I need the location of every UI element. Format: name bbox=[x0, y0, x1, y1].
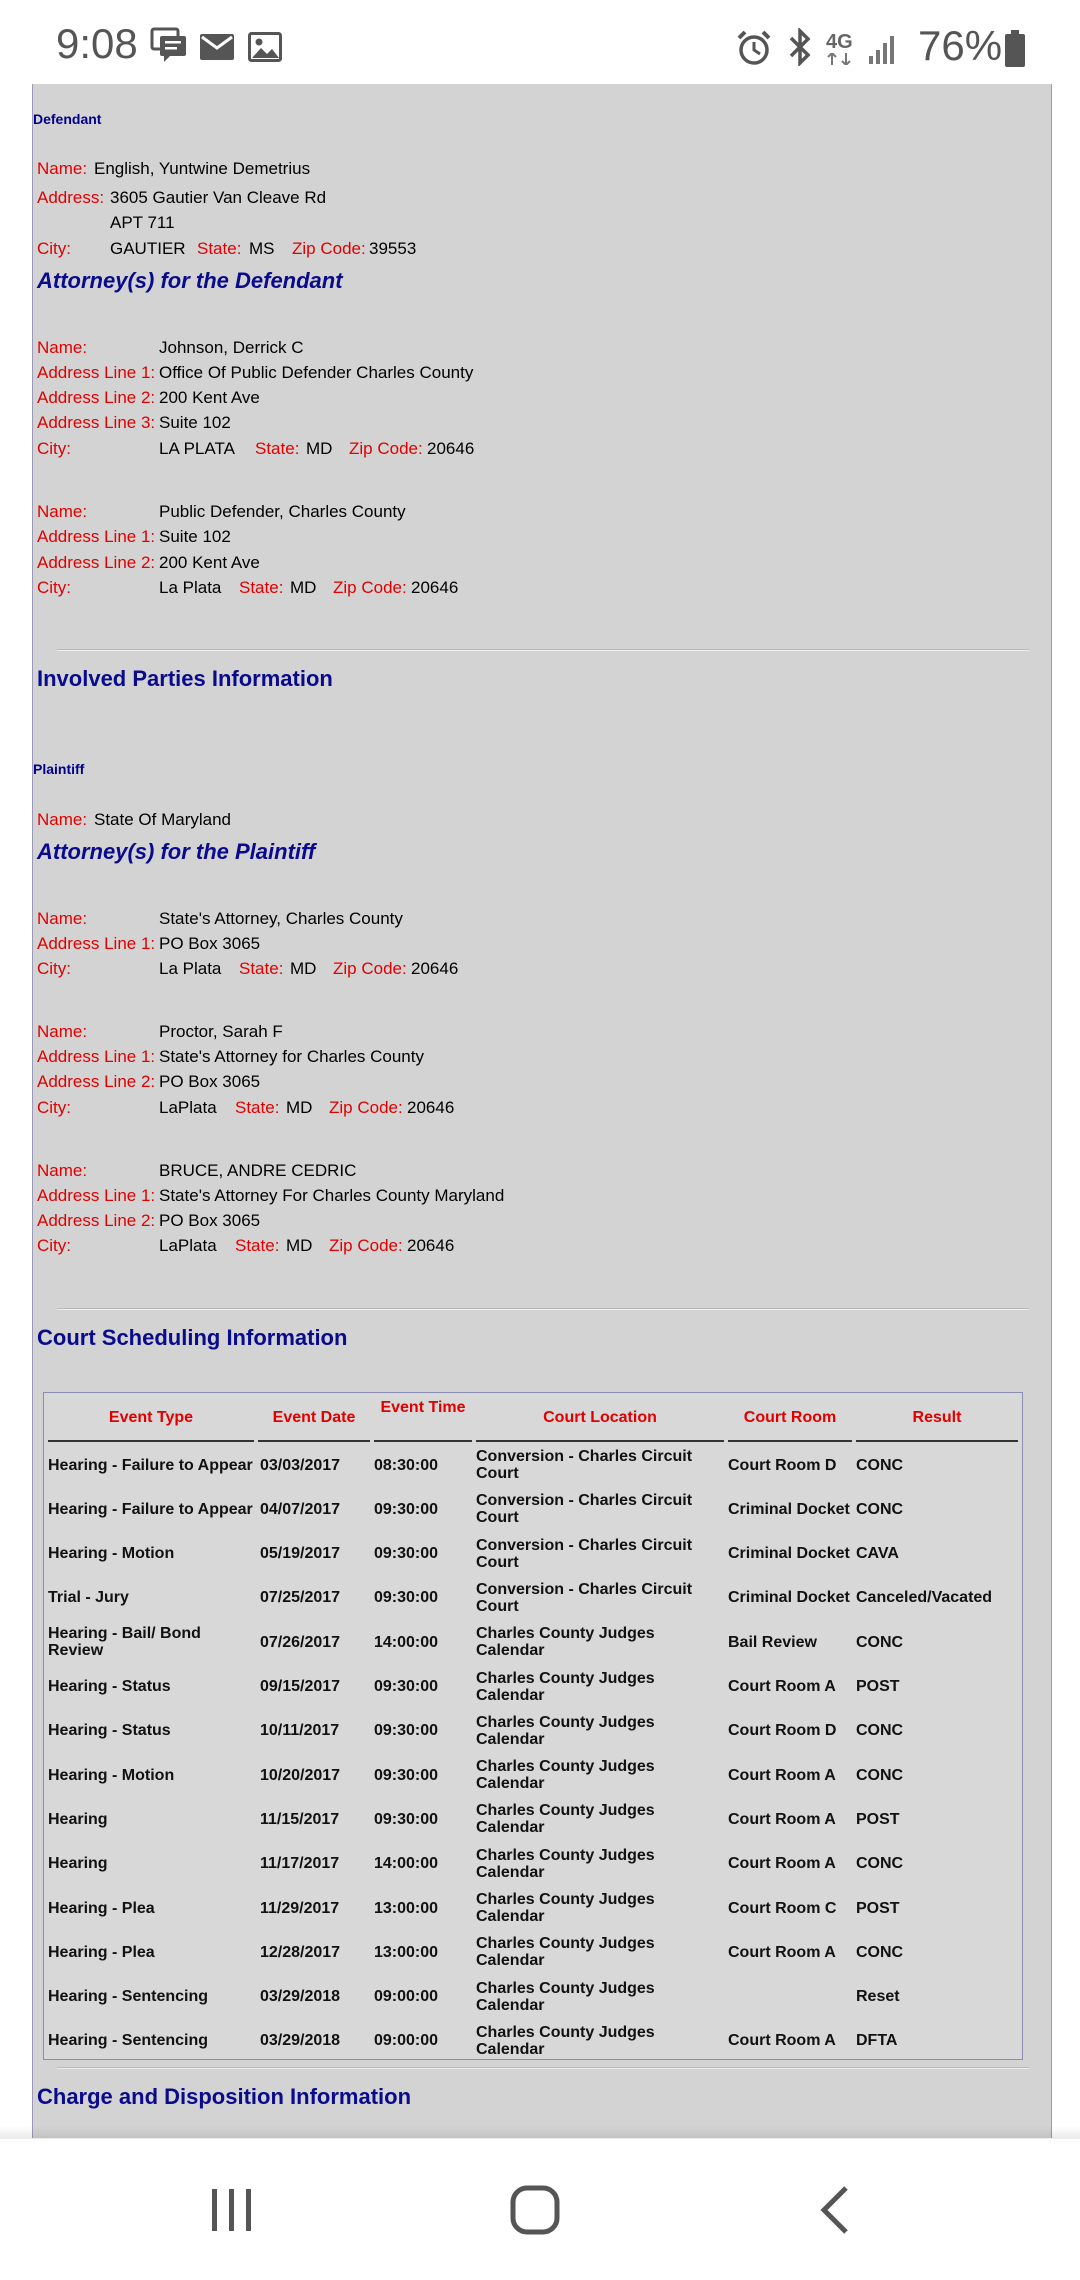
attorney-address-line1: Office Of Public Defender Charles County bbox=[159, 363, 474, 382]
zip-label: Zip Code: bbox=[349, 439, 423, 458]
attorney-address-line2: PO Box 3065 bbox=[159, 1211, 261, 1230]
cell-event-date: 09/15/2017 bbox=[260, 1678, 341, 1695]
table-row bbox=[44, 1709, 1022, 1753]
column-header-event-time: Event Time bbox=[380, 1399, 466, 1416]
address-line1-label: Address Line 1: bbox=[37, 1047, 156, 1066]
plaintiff-role-label: Plaintiff bbox=[33, 761, 85, 777]
table-row bbox=[44, 1487, 1022, 1531]
cell-court-location: Charles County Judges Calendar bbox=[476, 1802, 655, 1837]
alarm-icon bbox=[736, 30, 772, 66]
cell-court-location: Charles County Judges Calendar bbox=[476, 1669, 655, 1704]
cell-event-type: Hearing - Status bbox=[48, 1678, 171, 1695]
cell-event-date: 10/11/2017 bbox=[260, 1722, 340, 1740]
address-line1-label: Address Line 1: bbox=[37, 363, 156, 382]
cell-court-room: Criminal Docket bbox=[728, 1545, 850, 1563]
attorney-name: Public Defender, Charles County bbox=[159, 502, 406, 521]
cell-court-location: Charles County Judges Calendar bbox=[476, 1846, 655, 1881]
cell-result: CONC bbox=[856, 1722, 904, 1740]
cell-result: CONC bbox=[856, 1500, 904, 1518]
column-header-event-date: Event Date bbox=[272, 1409, 356, 1426]
cell-event-time: 09:30:00 bbox=[374, 1810, 439, 1828]
attorney-city: LaPlata bbox=[159, 1098, 217, 1117]
cell-court-room: Court Room D bbox=[728, 1456, 837, 1474]
cell-court-location: Charles County Judges Calendar bbox=[476, 1979, 655, 2014]
table-row bbox=[44, 1443, 1022, 1487]
cell-event-time: 09:00:00 bbox=[374, 1988, 439, 2006]
cell-event-type: Trial - Jury bbox=[48, 1589, 129, 1607]
cell-court-room: Criminal Docket bbox=[728, 1589, 850, 1607]
cell-event-date: 07/26/2017 bbox=[260, 1633, 341, 1651]
state-label: State: bbox=[239, 578, 284, 597]
attorney-address-line1: State's Attorney For Charles County Maryland bbox=[159, 1186, 505, 1205]
cell-court-room: Court Room A bbox=[728, 1810, 836, 1828]
involved-parties-heading: Involved Parties Information bbox=[37, 666, 333, 691]
cell-event-time: 09:30:00 bbox=[374, 1766, 439, 1784]
cell-court-room: Court Room A bbox=[728, 1766, 836, 1784]
cell-event-type: Hearing - Sentencing bbox=[48, 1988, 209, 2006]
cell-event-time: 14:00:00 bbox=[374, 1855, 439, 1873]
attorney-name-label: Name: bbox=[37, 502, 88, 521]
battery-percentage: 76% bbox=[918, 22, 1003, 69]
defendant-attorneys-heading: Attorney(s) for the Defendant bbox=[37, 268, 343, 293]
attorney-city: LaPlata bbox=[159, 1236, 217, 1255]
column-header-result: Result bbox=[912, 1409, 962, 1426]
attorney-name: Proctor, Sarah F bbox=[159, 1022, 283, 1041]
table-row bbox=[44, 2019, 1022, 2063]
cell-court-location: Conversion - Charles Circuit Court bbox=[476, 1536, 693, 1571]
table-row bbox=[44, 1620, 1022, 1664]
defendant-zip: 39553 bbox=[369, 239, 417, 258]
defendant-city: GAUTIER bbox=[110, 239, 186, 258]
cell-event-date: 03/29/2018 bbox=[260, 1988, 341, 2006]
defendant-zip-label: Zip Code: bbox=[292, 239, 366, 258]
column-header-court-location: Court Location bbox=[543, 1409, 657, 1426]
defendant-name: English, Yuntwine Demetrius bbox=[94, 159, 311, 178]
city-label: City: bbox=[37, 578, 71, 597]
messages-icon bbox=[150, 26, 188, 64]
attorney-zip: 20646 bbox=[407, 1236, 455, 1255]
cell-event-type: Hearing - Motion bbox=[48, 1545, 175, 1563]
attorney-state: MD bbox=[290, 959, 317, 978]
cell-court-location: Charles County Judges Calendar bbox=[476, 1758, 655, 1793]
attorney-zip: 20646 bbox=[427, 439, 475, 458]
address-line2-label: Address Line 2: bbox=[37, 1211, 156, 1230]
city-label: City: bbox=[37, 1236, 71, 1255]
defendant-role-label: Defendant bbox=[33, 111, 102, 127]
cell-event-date: 10/20/2017 bbox=[260, 1766, 341, 1784]
table-row bbox=[44, 1532, 1022, 1576]
attorney-address-line2: 200 Kent Ave bbox=[159, 388, 260, 407]
zip-label: Zip Code: bbox=[329, 1236, 403, 1255]
cell-event-date: 07/25/2017 bbox=[260, 1589, 341, 1607]
header-rule bbox=[476, 1440, 724, 1442]
cell-event-time: 14:00:00 bbox=[374, 1633, 439, 1651]
cell-result: POST bbox=[856, 1899, 900, 1917]
cell-result: CONC bbox=[856, 1855, 904, 1873]
cell-court-room: Court Room D bbox=[728, 1722, 837, 1740]
cell-result: CONC bbox=[856, 1633, 904, 1651]
defendant-state-label: State: bbox=[197, 239, 242, 258]
table-row bbox=[44, 1930, 1022, 1974]
cell-event-date: 05/19/2017 bbox=[260, 1545, 341, 1563]
cell-event-type: Hearing bbox=[48, 1855, 108, 1873]
cell-court-room: Court Room A bbox=[728, 1943, 836, 1961]
attorney-address-line1: PO Box 3065 bbox=[159, 934, 261, 953]
attorney-name: Johnson, Derrick C bbox=[159, 338, 304, 357]
table-row bbox=[44, 1842, 1022, 1886]
attorney-address-line3: Suite 102 bbox=[159, 413, 231, 432]
column-header-event-type: Event Type bbox=[108, 1409, 194, 1426]
defendant-state: MS bbox=[249, 239, 275, 258]
defendant-name-label: Name: bbox=[37, 159, 88, 178]
gallery-icon bbox=[248, 32, 282, 62]
table-row bbox=[44, 1797, 1022, 1841]
cell-court-room: Court Room A bbox=[728, 1678, 836, 1695]
attorney-address-line1: Suite 102 bbox=[159, 527, 231, 546]
navigation-bar bbox=[0, 2138, 1080, 2280]
cell-court-room: Court Room A bbox=[728, 1855, 836, 1873]
cell-event-type: Hearing - Sentencing bbox=[48, 2032, 209, 2050]
cell-event-time: 13:00:00 bbox=[374, 1899, 439, 1917]
header-rule bbox=[258, 1440, 370, 1442]
attorney-state: MD bbox=[306, 439, 333, 458]
cell-event-time: 09:30:00 bbox=[374, 1678, 439, 1695]
attorney-name: State's Attorney, Charles County bbox=[159, 909, 403, 928]
section-divider bbox=[57, 1308, 1029, 1310]
table-row bbox=[44, 1665, 1022, 1709]
cell-court-room: Court Room A bbox=[728, 2032, 836, 2050]
recent-apps-icon[interactable] bbox=[208, 2187, 256, 2233]
header-rule bbox=[374, 1440, 472, 1442]
cell-court-location: Charles County Judges Calendar bbox=[476, 1713, 655, 1748]
cell-court-location: Conversion - Charles Circuit Court bbox=[476, 1448, 693, 1482]
cell-result: DFTA bbox=[856, 2032, 898, 2050]
cell-event-date: 03/03/2017 bbox=[260, 1456, 341, 1474]
address-line2-label: Address Line 2: bbox=[37, 1072, 156, 1091]
bluetooth-icon bbox=[786, 28, 814, 66]
cell-court-location: Charles County Judges Calendar bbox=[476, 1625, 655, 1660]
cell-court-location: Charles County Judges Calendar bbox=[476, 1935, 655, 1970]
attorney-address-line1: State's Attorney for Charles County bbox=[159, 1047, 424, 1066]
cell-court-room: Bail Review bbox=[728, 1633, 817, 1651]
cell-court-room: Criminal Docket bbox=[728, 1500, 850, 1518]
table-row bbox=[44, 1753, 1022, 1797]
cell-event-date: 04/07/2017 bbox=[260, 1500, 341, 1518]
defendant-city-label: City: bbox=[37, 239, 71, 258]
attorney-address-line2: 200 Kent Ave bbox=[159, 553, 260, 572]
back-icon[interactable] bbox=[818, 2185, 852, 2235]
address-line1-label: Address Line 1: bbox=[37, 527, 156, 546]
cell-event-date: 03/29/2018 bbox=[260, 2032, 341, 2050]
network-4g-icon bbox=[826, 32, 864, 66]
cell-result: Canceled/Vacated bbox=[856, 1589, 993, 1607]
attorney-name: BRUCE, ANDRE CEDRIC bbox=[159, 1161, 357, 1180]
cell-court-location: Charles County Judges Calendar bbox=[476, 1891, 655, 1925]
city-label: City: bbox=[37, 439, 71, 458]
plaintiff-attorneys-heading: Attorney(s) for the Plaintiff bbox=[37, 839, 316, 864]
cell-court-room bbox=[728, 1975, 852, 2019]
cell-court-location: Conversion - Charles Circuit Court bbox=[476, 1580, 693, 1615]
cell-event-time: 09:30:00 bbox=[374, 1722, 439, 1740]
attorney-name-label: Name: bbox=[37, 338, 88, 357]
cell-result: CAVA bbox=[856, 1545, 899, 1563]
home-icon[interactable] bbox=[510, 2185, 560, 2235]
cell-court-location: Conversion - Charles Circuit Court bbox=[476, 1492, 693, 1527]
cell-event-type: Hearing - Bail/ Bond Review bbox=[48, 1625, 201, 1660]
clock: 9:08 bbox=[56, 20, 138, 67]
cell-event-date: 11/17/2017 bbox=[260, 1855, 340, 1873]
attorney-name-label: Name: bbox=[37, 1161, 88, 1180]
cell-event-time: 09:30:00 bbox=[374, 1589, 439, 1607]
cell-event-time: 09:30:00 bbox=[374, 1500, 439, 1518]
cell-event-type: Hearing bbox=[48, 1810, 108, 1828]
attorney-zip: 20646 bbox=[411, 959, 459, 978]
attorney-zip: 20646 bbox=[411, 578, 459, 597]
cell-event-time: 09:30:00 bbox=[374, 1545, 439, 1563]
cell-event-time: 13:00:00 bbox=[374, 1943, 439, 1961]
court-scheduling-heading: Court Scheduling Information bbox=[37, 1325, 348, 1350]
cell-event-time: 09:00:00 bbox=[374, 2032, 439, 2050]
charge-disposition-heading: Charge and Disposition Information bbox=[37, 2084, 412, 2109]
plaintiff-name-label: Name: bbox=[37, 810, 88, 829]
cell-result: CONC bbox=[856, 1943, 904, 1961]
cell-event-type: Hearing - Plea bbox=[48, 1943, 155, 1961]
zip-label: Zip Code: bbox=[333, 959, 407, 978]
table-row bbox=[44, 1576, 1022, 1620]
header-rule bbox=[728, 1440, 852, 1442]
defendant-address-label: Address: bbox=[37, 188, 105, 207]
cell-result: CONC bbox=[856, 1766, 904, 1784]
city-label: City: bbox=[37, 1098, 71, 1117]
cell-event-date: 12/28/2017 bbox=[260, 1943, 341, 1961]
network-type: 4G bbox=[826, 31, 853, 53]
defendant-address-line2: APT 711 bbox=[110, 213, 175, 232]
cell-event-type: Hearing - Failure to Appear bbox=[48, 1456, 253, 1474]
attorney-state: MD bbox=[286, 1098, 313, 1117]
plaintiff-name: State Of Maryland bbox=[94, 810, 232, 829]
state-label: State: bbox=[235, 1098, 280, 1117]
zip-label: Zip Code: bbox=[333, 578, 407, 597]
header-rule bbox=[48, 1440, 254, 1442]
cell-result: POST bbox=[856, 1810, 900, 1828]
cell-result: CONC bbox=[856, 1456, 904, 1474]
cell-event-date: 11/29/2017 bbox=[260, 1899, 340, 1917]
cell-result: Reset bbox=[856, 1988, 900, 2006]
attorney-city: La Plata bbox=[159, 578, 222, 597]
city-label: City: bbox=[37, 959, 71, 978]
attorney-state: MD bbox=[286, 1236, 313, 1255]
attorney-city: La Plata bbox=[159, 959, 222, 978]
signal-icon bbox=[868, 30, 900, 66]
state-label: State: bbox=[255, 439, 300, 458]
cell-event-type: Hearing - Failure to Appear bbox=[48, 1500, 253, 1518]
battery-icon bbox=[1004, 30, 1026, 68]
mail-icon bbox=[200, 34, 234, 60]
cell-event-time: 08:30:00 bbox=[374, 1456, 439, 1474]
court-scheduling-table bbox=[43, 1392, 1023, 2060]
attorney-name-label: Name: bbox=[37, 909, 88, 928]
cell-event-date: 11/15/2017 bbox=[260, 1810, 340, 1828]
table-row bbox=[44, 1886, 1022, 1930]
address-line1-label: Address Line 1: bbox=[37, 934, 156, 953]
attorney-zip: 20646 bbox=[407, 1098, 455, 1117]
address-line2-label: Address Line 2: bbox=[37, 553, 156, 572]
cell-result: POST bbox=[856, 1678, 900, 1695]
case-detail-page bbox=[32, 84, 1052, 2138]
table-row bbox=[44, 1975, 1022, 2019]
attorney-city: LA PLATA bbox=[159, 439, 235, 458]
attorney-name-label: Name: bbox=[37, 1022, 88, 1041]
cell-event-type: Hearing - Motion bbox=[48, 1766, 175, 1784]
cell-court-location: Charles County Judges Calendar bbox=[476, 2023, 655, 2058]
section-divider bbox=[57, 649, 1029, 651]
zip-label: Zip Code: bbox=[329, 1098, 403, 1117]
cell-event-type: Hearing - Plea bbox=[48, 1899, 155, 1917]
state-label: State: bbox=[239, 959, 284, 978]
header-rule bbox=[856, 1440, 1018, 1442]
state-label: State: bbox=[235, 1236, 280, 1255]
cell-event-type: Hearing - Status bbox=[48, 1722, 171, 1740]
column-header-court-room: Court Room bbox=[743, 1409, 837, 1426]
address-line1-label: Address Line 1: bbox=[37, 1186, 156, 1205]
address-line2-label: Address Line 2: bbox=[37, 388, 156, 407]
attorney-address-line2: PO Box 3065 bbox=[159, 1072, 261, 1091]
status-bar bbox=[0, 0, 1080, 84]
address-line3-label: Address Line 3: bbox=[37, 413, 156, 432]
attorney-state: MD bbox=[290, 578, 317, 597]
cell-court-room: Court Room C bbox=[728, 1899, 837, 1917]
section-divider bbox=[57, 2067, 1029, 2069]
defendant-address-line1: 3605 Gautier Van Cleave Rd bbox=[110, 188, 327, 207]
